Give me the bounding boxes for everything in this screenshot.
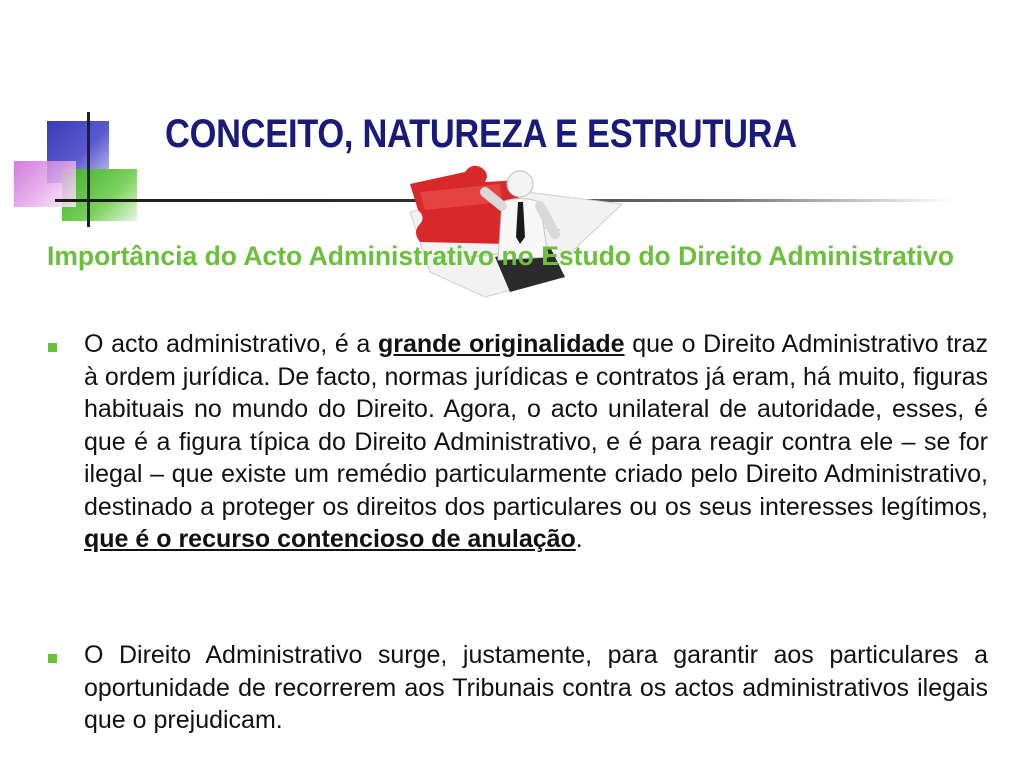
- bullet-marker: [48, 654, 57, 663]
- bullet-1-text-c: .: [575, 525, 583, 553]
- slide-title: CONCEITO, NATUREZA E ESTRUTURA: [165, 112, 797, 156]
- person-lifting-red-puzzle-piece-icon: [390, 162, 625, 297]
- bullet-1-text-a: O acto administrativo, é a: [84, 330, 378, 358]
- bullet-paragraph-2: O Direito Administrativo surge, justamente, para garantir aos particulares a oportunidade de recorrerem aos Tribunais contra os actos administrativos ilegais que o prejudicam.: [84, 641, 988, 734]
- bullet-1-text-b: que o Direito Administrativo traz à ordem jurídica. De facto, normas jurídicas e contratos já eram, há muito, figuras habituais no mundo do Direito. Agora, o acto unilateral de autoridade, esses, é que é a figura típica do Direito Administrativo, e é para reagir contra ele – se for ilegal – que existe um remédio particularmente criado pelo Direito Administrativo, destinado a proteger os direitos dos particulares ou os seus interesses legítimos,: [84, 330, 988, 521]
- bullet-paragraph-1: [84, 328, 988, 556]
- bullet-marker: [48, 343, 57, 352]
- bullet-1-emphasis-a: grande originalidade: [377, 330, 625, 358]
- slide-subtitle: Importância do Acto Administrativo no Estudo do Direito Administrativo: [47, 241, 954, 271]
- decor-vertical-line: [87, 112, 90, 227]
- bullet-1-emphasis-b: que é o recurso contencioso de anulação: [84, 525, 576, 553]
